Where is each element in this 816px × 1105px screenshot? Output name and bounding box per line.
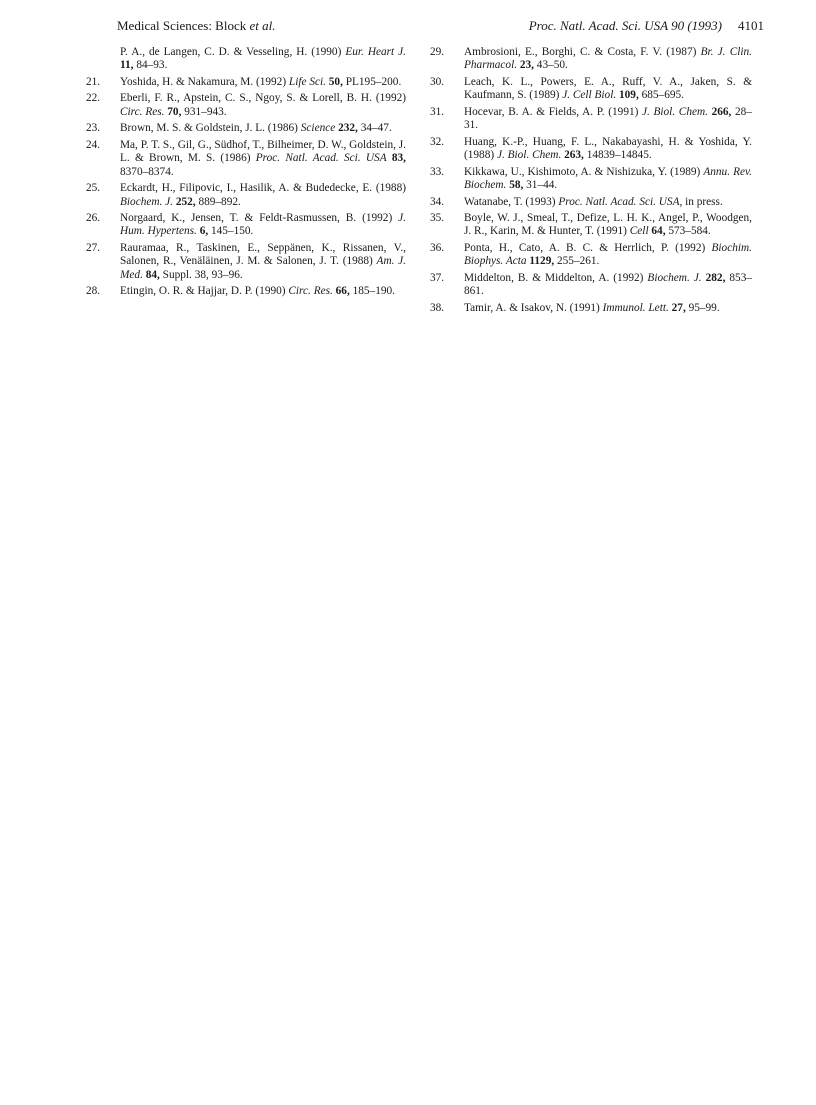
journal-name: Science xyxy=(300,122,336,135)
journal-name: Immunol. Lett. xyxy=(602,301,669,314)
page-number: 4101 xyxy=(738,18,764,33)
journal-name: Circ. Res. xyxy=(288,285,333,298)
volume-number: 64, xyxy=(651,225,666,238)
reference-item xyxy=(86,139,406,179)
reference-text: 95–99. xyxy=(685,301,720,314)
volume-number: 84, xyxy=(145,268,160,281)
reference-text: 31–44. xyxy=(523,179,558,192)
journal-name: Am. J. Med. xyxy=(120,255,406,281)
references-left-column xyxy=(86,46,406,302)
journal-name: Biochem. J. xyxy=(647,271,702,284)
reference-number: 26. xyxy=(86,212,101,225)
reference-number: 28. xyxy=(86,285,101,298)
reference-text: 14839–14845. xyxy=(583,149,652,162)
journal-name: Br. J. Clin. Pharmacol. xyxy=(464,46,752,72)
reference-text: 185–190. xyxy=(349,285,395,298)
journal-name: J. Biol. Chem. xyxy=(642,105,708,118)
volume-number: 83, xyxy=(391,152,406,165)
header-section: Medical Sciences: Block xyxy=(117,18,250,33)
reference-text: Leach, K. L., Powers, E. A., Ruff, V. A., Jaken, S. & Kaufmann, S. (1989) xyxy=(464,75,752,102)
reference-text: 84–93. xyxy=(133,59,168,72)
reference-text: Boyle, W. J., Smeal, T., Defize, L. H. K., Angel, P., Woodgen, J. R., Karin, M. & Hunter, T. (1991) xyxy=(464,212,752,238)
reference-item xyxy=(86,242,406,282)
journal-name: Annu. Rev. Biochem. xyxy=(464,165,752,192)
reference-text: Eberli, F. R., Apstein, C. S., Ngoy, S. & Lorell, B. H. (1992) xyxy=(120,92,406,105)
reference-text: Brown, M. S. & Goldstein, J. L. (1986) xyxy=(120,122,301,135)
reference-text: Huang, K.-P., Huang, F. L., Nakabayashi, H. & Yoshida, Y. (1988) xyxy=(464,135,752,162)
reference-item xyxy=(86,182,406,209)
reference-text: 931–943. xyxy=(181,105,227,118)
reference-text: 34–47. xyxy=(357,122,392,135)
journal-name: Biochim. Biophys. Acta xyxy=(464,241,752,268)
journal-name: Proc. Natl. Acad. Sci. USA, xyxy=(558,195,683,208)
reference-item xyxy=(430,166,752,193)
reference-number: 29. xyxy=(430,46,445,58)
journal-name: Eur. Heart J. xyxy=(345,46,406,58)
reference-item xyxy=(86,285,406,298)
volume-number: 50, xyxy=(328,75,343,88)
volume-number: 252, xyxy=(175,195,196,208)
reference-item xyxy=(86,212,406,239)
reference-item xyxy=(86,46,406,73)
reference-item xyxy=(86,92,406,119)
journal-name: Cell xyxy=(629,225,649,238)
reference-item xyxy=(430,212,752,239)
volume-number: 232, xyxy=(338,122,358,135)
reference-text: Suppl. 38, 93–96. xyxy=(159,268,243,281)
reference-number: 36. xyxy=(430,241,445,254)
volume-number: 109, xyxy=(619,89,639,102)
reference-number: 35. xyxy=(430,212,445,225)
reference-item xyxy=(86,122,406,135)
reference-number: 23. xyxy=(86,122,101,135)
volume-number: 6, xyxy=(199,225,209,238)
header-journal-block xyxy=(529,18,764,34)
reference-text: Yoshida, H. & Nakamura, M. (1992) xyxy=(120,75,289,88)
volume-number: 263, xyxy=(564,149,584,162)
reference-text: Ambrosioni, E., Borghi, C. & Costa, F. V. (1987) xyxy=(464,46,701,58)
reference-item xyxy=(430,106,752,133)
reference-text: Tamir, A. & Isakov, N. (1991) xyxy=(464,301,603,314)
reference-text: Rauramaa, R., Taskinen, E., Seppänen, K., Rissanen, V., Salonen, R., Venäläinen, J. M. & Salonen, J. T. (1988) xyxy=(120,241,406,268)
reference-text: 28–31. xyxy=(464,105,752,132)
journal-name: Proc. Natl. Acad. Sci. USA xyxy=(255,152,387,165)
reference-text: Norgaard, K., Jensen, T. & Feldt-Rasmussen, B. (1992) xyxy=(120,212,399,225)
journal-name: J. Biol. Chem. xyxy=(496,149,562,162)
volume-number: 282, xyxy=(705,271,726,284)
journal-name: J. Cell Biol. xyxy=(562,89,617,102)
reference-text: 573–584. xyxy=(665,225,711,238)
header-journal: Proc. Natl. Acad. Sci. USA 90 (1993) xyxy=(528,18,722,33)
reference-text: 145–150. xyxy=(208,225,254,238)
reference-number: 22. xyxy=(86,92,101,105)
reference-text: 685–695. xyxy=(638,89,684,102)
reference-text: Watanabe, T. (1993) xyxy=(464,195,559,208)
volume-number: 58, xyxy=(509,179,524,192)
journal-name: Life Sci. xyxy=(288,75,326,88)
reference-number: 27. xyxy=(86,241,101,254)
volume-number: 23, xyxy=(519,59,534,72)
reference-item xyxy=(430,76,752,103)
reference-item xyxy=(430,46,752,73)
reference-text: Kikkawa, U., Kishimoto, A. & Nishizuka, Y. (1989) xyxy=(464,165,704,178)
volume-number: 66, xyxy=(335,285,350,298)
reference-item xyxy=(430,136,752,163)
reference-text: Hocevar, B. A. & Fields, A. P. (1991) xyxy=(464,105,643,118)
journal-name: Circ. Res. xyxy=(120,105,165,118)
volume-number: 70, xyxy=(167,105,182,118)
reference-text: 889–892. xyxy=(195,195,241,208)
reference-number: 34. xyxy=(430,195,445,208)
reference-text: in press. xyxy=(682,195,723,208)
reference-item xyxy=(430,242,752,269)
header-et-al: et al. xyxy=(249,18,276,33)
journal-name: J. Hum. Hypertens. xyxy=(120,212,406,238)
reference-text: Ponta, H., Cato, A. B. C. & Herrlich, P. (1992) xyxy=(464,241,712,254)
header-section-author xyxy=(117,18,276,34)
reference-number: 31. xyxy=(430,105,445,118)
reference-number: 33. xyxy=(430,165,445,178)
reference-text: 43–50. xyxy=(533,59,568,72)
references-right-column xyxy=(430,46,752,318)
volume-number: 11, xyxy=(120,59,134,72)
reference-text: P. A., de Langen, C. D. & Vesseling, H. (1990) xyxy=(120,46,346,58)
reference-item xyxy=(430,196,752,209)
reference-number: 24. xyxy=(86,138,101,151)
reference-number: 37. xyxy=(430,271,445,284)
reference-text: 255–261. xyxy=(554,255,600,268)
reference-item xyxy=(430,302,752,315)
reference-number: 25. xyxy=(86,182,101,195)
reference-text: Middelton, B. & Middelton, A. (1992) xyxy=(464,271,648,284)
volume-number: 1129, xyxy=(529,255,555,268)
journal-name: Biochem. J. xyxy=(120,195,174,208)
reference-item xyxy=(86,76,406,89)
reference-item xyxy=(430,272,752,299)
volume-number: 27, xyxy=(671,301,686,314)
running-header xyxy=(117,18,764,38)
reference-text: PL195–200. xyxy=(342,75,402,88)
reference-text: 853–861. xyxy=(464,271,753,298)
reference-number: 38. xyxy=(430,301,445,314)
reference-text: Ma, P. T. S., Gil, G., Südhof, T., Bilheimer, D. W., Goldstein, J. L. & Brown, M. S. (1986) xyxy=(120,138,406,165)
reference-text: Etingin, O. R. & Hajjar, D. P. (1990) xyxy=(120,285,289,298)
reference-number: 30. xyxy=(430,75,445,88)
reference-text: Eckardt, H., Filipovic, I., Hasilik, A. & Budedecke, E. (1988) xyxy=(120,182,406,195)
reference-text: 8370–8374. xyxy=(120,165,174,178)
reference-number: 32. xyxy=(430,135,445,148)
reference-number: 21. xyxy=(86,75,101,88)
volume-number: 266, xyxy=(711,105,732,118)
